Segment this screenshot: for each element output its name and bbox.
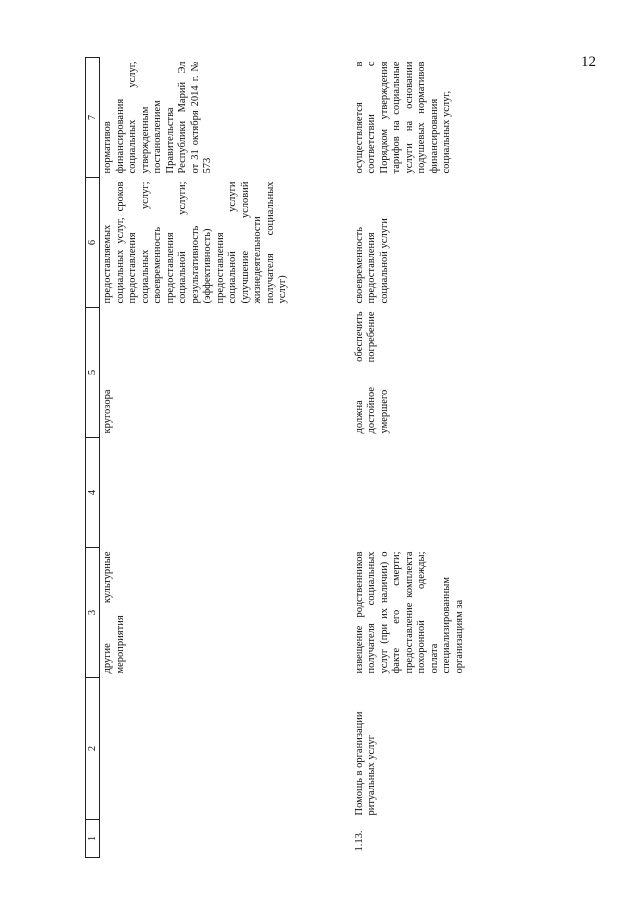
column-number: 6	[86, 178, 100, 308]
col7-cell: осуществляется в соответствии с Порядком утверждения тарифов на социальные услуги на основании подушевых нормативов финансирования социальных услуг,	[353, 61, 452, 174]
service-content: извещение родственников получателя социальных услуг (при их наличии) о факте его смерти; предоставление комплекта похоронной одежды; оплата специализированным организациям за	[353, 551, 465, 674]
row-number	[100, 820, 352, 858]
column-number: 3	[86, 548, 100, 678]
column-number-row	[86, 58, 100, 858]
column-number: 2	[86, 678, 100, 820]
service-name: Помощь в организации ритуальных услуг	[353, 711, 377, 816]
service-name	[100, 678, 352, 820]
page-number: 12	[581, 54, 596, 70]
rotated-table-container	[85, 58, 565, 858]
col6-cell: своевременность предоставления социальной услуги	[353, 218, 390, 304]
col4-cell	[100, 438, 352, 548]
table-row	[352, 58, 469, 858]
row-number: 1.13.	[353, 830, 365, 852]
column-number: 4	[86, 438, 100, 548]
column-number: 1	[86, 820, 100, 858]
services-table	[85, 57, 468, 858]
col5-cell: кругозора	[102, 389, 113, 434]
table-row	[100, 58, 352, 858]
col6-cell: предоставляемых социальных услуг, сроков предоставления социальных услуг; своевременность предоставления социальной услуги; результативность (эффективность) предоставления социальной услуги (улучшение условий жизнедеятельности получателя социальных услуг)	[102, 181, 288, 304]
col4-cell	[352, 438, 469, 548]
column-number: 5	[86, 308, 100, 438]
col7-cell: нормативов финансирования социальных услуг, утвержденным постановлением Правительства Республики Марий Эл от 31 октября 2014 г. № 573	[102, 61, 213, 174]
column-number: 7	[86, 58, 100, 178]
col5-cell: должна обеспечить достойное погребение умершего	[353, 311, 390, 434]
service-content: другие культурные мероприятия	[102, 551, 126, 674]
